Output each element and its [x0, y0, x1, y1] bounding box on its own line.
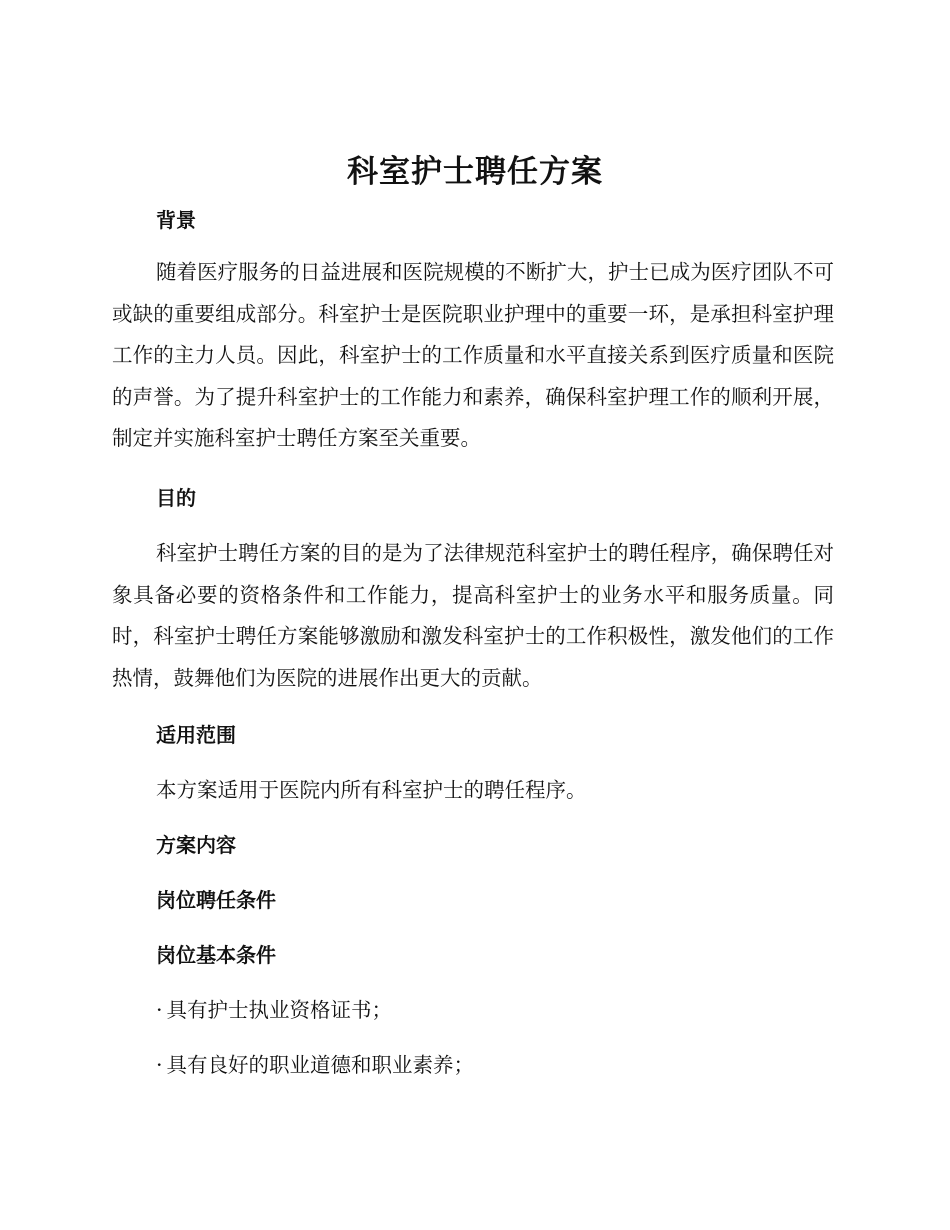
list-item-text: 具有良好的职业道德和职业素养； [166, 1053, 475, 1077]
paragraph-purpose: 科室护士聘任方案的目的是为了法律规范科室护士的聘任程序，确保聘任对象具备必要的资格条件和工作能力，提高科室护士的业务水平和服务质量。同时，科室护士聘任方案能够激励和激发科室护士的工作积极性，激发他们的工作热情，鼓舞他们为医院的进展作出更大的贡献。 [112, 541, 834, 690]
list-item [156, 995, 392, 1025]
heading-conditions: 岗位聘任条件 [156, 888, 276, 912]
heading-basic-conditions: 岗位基本条件 [156, 943, 276, 967]
heading-background: 背景 [156, 208, 196, 232]
heading-content: 方案内容 [156, 833, 236, 857]
bullet-marker: · [156, 998, 163, 1022]
list-item-text: 具有护士执业资格证书； [166, 998, 393, 1022]
heading-purpose: 目的 [156, 486, 196, 510]
paragraph-background: 随着医疗服务的日益进展和医院规模的不断扩大，护士已成为医疗团队不可或缺的重要组成部分。科室护士是医院职业护理中的重要一环，是承担科室护理工作的主力人员。因此，科室护士的工作质量和水平直接关系到医疗质量和医院的声誉。为了提升科室护士的工作能力和素养，确保科室护理工作的顺利开展，制定并实施科室护士聘任方案至关重要。 [112, 260, 834, 450]
list-item [156, 1050, 474, 1080]
paragraph-scope: 本方案适用于医院内所有科室护士的聘任程序。 [156, 778, 587, 802]
heading-scope: 适用范围 [156, 723, 236, 747]
bullet-marker: · [156, 1053, 163, 1077]
document-title: 科室护士聘任方案 [347, 154, 603, 190]
